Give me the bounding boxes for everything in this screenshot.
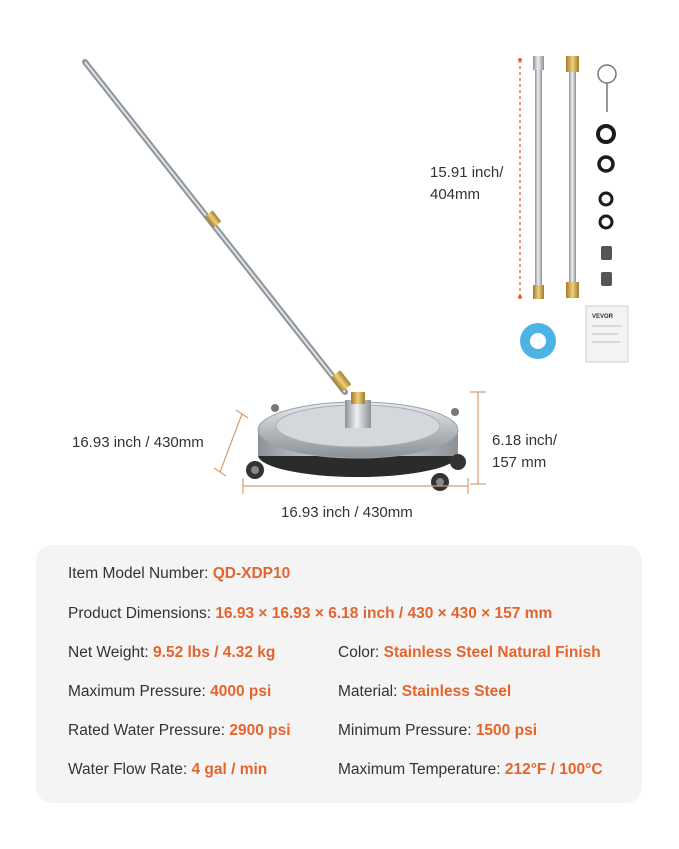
extension-pipes [518,56,579,299]
spec-max-temp: Maximum Temperature: 212°F / 100°C [338,761,603,778]
spec-dimensions: Product Dimensions: 16.93 × 16.93 × 6.18 inch / 430 × 430 × 157 mm [68,605,553,622]
spec-rated-pressure: Rated Water Pressure: 2900 psi [68,722,291,739]
spec-weight: Net Weight: 9.52 lbs / 4.32 kg [68,644,276,661]
surface-cleaner [246,392,466,491]
spec-material: Material: Stainless Steel [338,683,512,700]
spec-min-pressure: Minimum Pressure: 1500 psi [338,722,537,739]
pipe-length-label: 15.91 inch/ 404mm [430,164,504,203]
height-label: 6.18 inch/ 157 mm [492,432,558,471]
spec-card [36,545,642,803]
spec-max-pressure: Maximum Pressure: 4000 psi [68,683,272,700]
spec-model: Item Model Number: QD-XDP10 [68,565,291,582]
spray-wand [85,62,351,392]
width-label: 16.93 inch / 430mm [281,504,413,521]
spec-flow-rate: Water Flow Rate: 4 gal / min [68,761,268,778]
spec-color: Color: Stainless Steel Natural Finish [338,644,601,661]
manual-brand: VEVOR [592,314,614,320]
depth-label: 16.93 inch / 430mm [72,434,204,451]
